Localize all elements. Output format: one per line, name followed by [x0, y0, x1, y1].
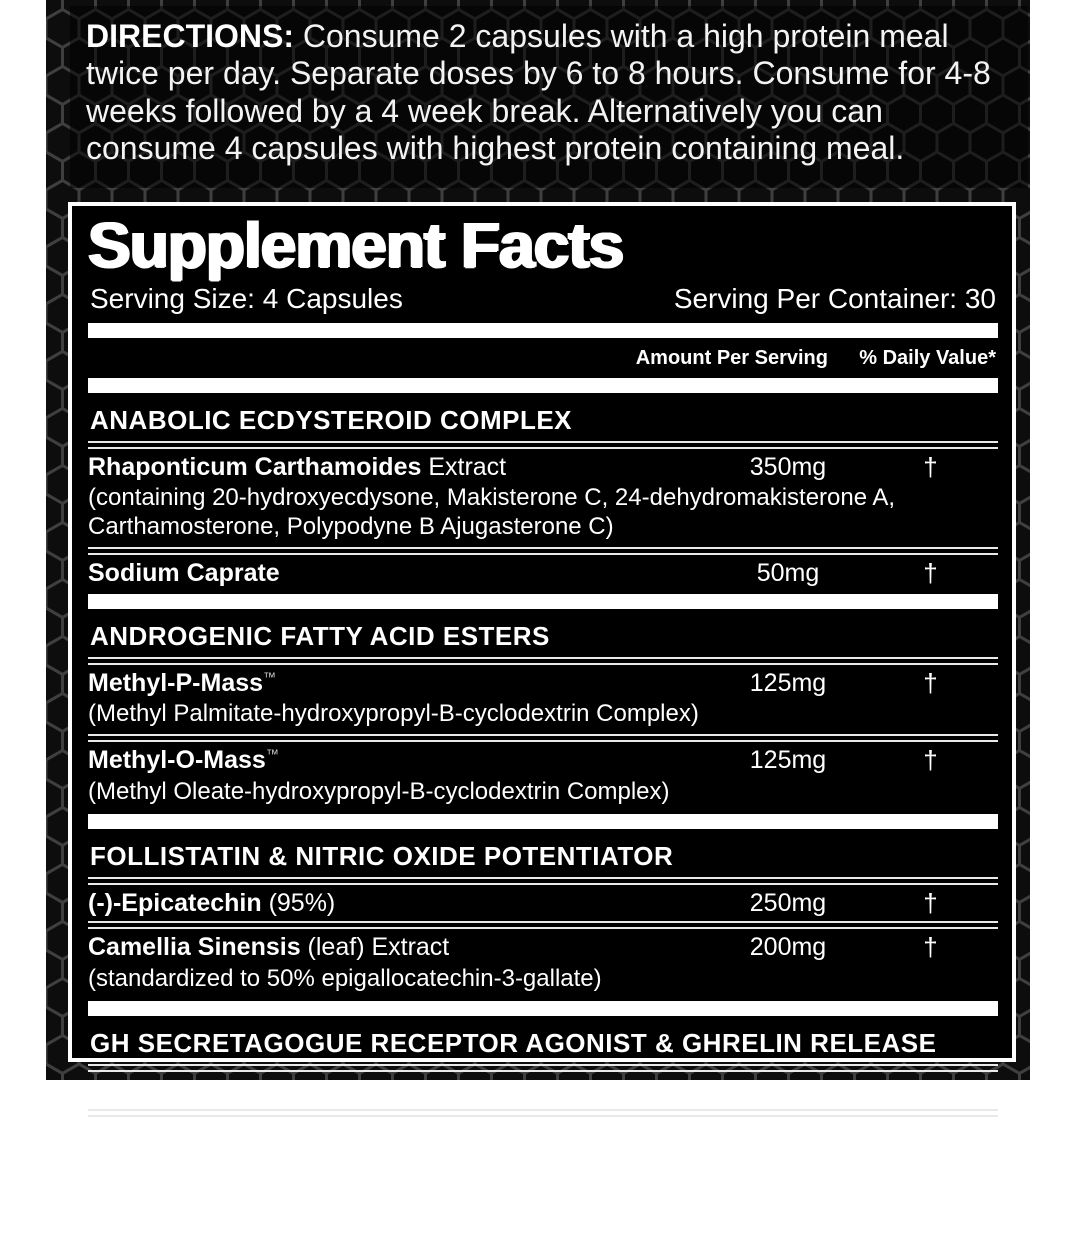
- amount-per-serving-header: Amount Per Serving: [635, 346, 828, 369]
- ingredient-row: [88, 929, 998, 999]
- ingredient-amount: 50mg: [756, 558, 820, 587]
- ingredient-name: BioPerine® (Black Pepper (fruit): [88, 1120, 453, 1149]
- ingredient-row: [88, 665, 998, 735]
- ingredient-amount: 10mg: [756, 1120, 820, 1149]
- ingredient-daily-value: †: [923, 667, 938, 698]
- ingredient-row: [88, 885, 998, 922]
- ingredient-amount: 125mg: [749, 668, 827, 697]
- divider-rule: [88, 441, 998, 449]
- ingredient-name: (-)-Epicatechin (95%): [88, 888, 336, 917]
- column-header-row: [88, 340, 998, 376]
- ingredient-daily-value: †: [923, 451, 938, 482]
- section-heading-anabolic: ANABOLIC ECDYSTEROID COMPLEX: [90, 404, 573, 435]
- section-heading-follistatin: FOLLISTATIN & NITRIC OXIDE POTENTIATOR: [90, 840, 674, 871]
- directions-box: [70, 6, 1028, 188]
- ingredient-detail: (standardized to 50% epigallocatechin-3-gallate): [88, 965, 602, 993]
- servings-per-container: Serving Per Container: 30: [673, 282, 996, 314]
- ingredient-row: [88, 1117, 998, 1187]
- ingredient-name: Methyl-P-Mass™: [88, 668, 277, 697]
- ingredient-name: Rhaponticum Carthamoides Extract: [88, 452, 507, 481]
- ingredient-name: Camellia Sinensis (leaf) Extract: [88, 933, 450, 962]
- directions-label: DIRECTIONS:: [86, 18, 294, 54]
- divider-bar: [88, 594, 998, 609]
- divider-bar: [88, 378, 998, 393]
- ingredient-row: [88, 742, 998, 812]
- ingredient-row: [88, 1072, 998, 1109]
- ingredient-detail: (Methyl Palmitate-hydroxypropyl-B-cyclodextrin Complex): [88, 700, 699, 728]
- ingredient-detail: (containing 20-hydroxyecdysone, Makisterone C, 24-dehydromakisterone A, Carthamosterone, Polypodyne B Ajugasterone C): [88, 484, 896, 541]
- ingredient-amount: 250mg: [749, 888, 827, 917]
- supplement-facts-panel: [68, 202, 1016, 1235]
- divider-rule: [88, 547, 998, 555]
- divider-bar: [88, 1188, 998, 1203]
- divider-rule: [88, 921, 998, 929]
- ingredient-amount: 125mg: [749, 746, 827, 775]
- footnote: [88, 1205, 998, 1235]
- divider-bar: [88, 1001, 998, 1016]
- ingredient-name: Sodium Caprate: [88, 558, 280, 587]
- ingredient-daily-value: †: [923, 1119, 938, 1150]
- ingredient-name: Atractylodes Lancea Rhizome Extract: [88, 1075, 529, 1104]
- ingredient-amount: 500mg: [749, 1075, 827, 1104]
- divider-rule: [88, 734, 998, 742]
- footnote-daily-value: * Percent Daily Values are based on a 2,000 calorie diet.: [90, 1213, 565, 1235]
- divider-rule: [88, 1109, 998, 1117]
- section-heading-gh-secretagogue: GH SECRETAGOGUE RECEPTOR AGONIST & GHRELIN RELEASE: [90, 1027, 937, 1058]
- ingredient-daily-value: †: [923, 1074, 938, 1105]
- divider-rule: [88, 1064, 998, 1072]
- ingredient-amount: 350mg: [749, 452, 827, 481]
- divider-bar: [88, 323, 998, 338]
- ingredient-daily-value: †: [923, 745, 938, 776]
- ingredient-daily-value: †: [923, 557, 938, 588]
- footnote-not-established: † Daily Value not established.: [602, 1213, 852, 1235]
- ingredient-daily-value: †: [923, 932, 938, 963]
- trademark-mark: ™: [265, 746, 279, 762]
- divider-rule: [88, 877, 998, 885]
- ingredient-row: [88, 555, 998, 592]
- ingredient-row: [88, 449, 998, 547]
- ingredient-detail: (Methyl Oleate-hydroxypropyl-B-cyclodextrin Complex): [88, 777, 670, 805]
- ingredient-name: Methyl-O-Mass™: [88, 746, 279, 775]
- trademark-mark: ™: [263, 669, 277, 685]
- directions-text: DIRECTIONS: Consume 2 capsules with a high protein meal twice per day. Separate doses by 6 to 8 hours. Consume for 4-8 weeks followed by a 4 week break. Alternatively you can consume 4 capsules with highest protein containing meal.: [86, 18, 991, 167]
- ingredient-amount: 200mg: [749, 933, 827, 962]
- section-heading-androgenic: ANDROGENIC FATTY ACID ESTERS: [90, 620, 550, 651]
- panel-title: Supplement Facts: [88, 209, 624, 281]
- ingredient-detail: Extract std. to 95% Piperine): [88, 1152, 393, 1180]
- daily-value-header: % Daily Value*: [859, 346, 996, 369]
- divider-bar: [88, 814, 998, 829]
- serving-size: Serving Size: 4 Capsules: [90, 282, 403, 314]
- ingredient-daily-value: †: [923, 887, 938, 918]
- divider-rule: [88, 657, 998, 665]
- serving-row: [90, 283, 996, 315]
